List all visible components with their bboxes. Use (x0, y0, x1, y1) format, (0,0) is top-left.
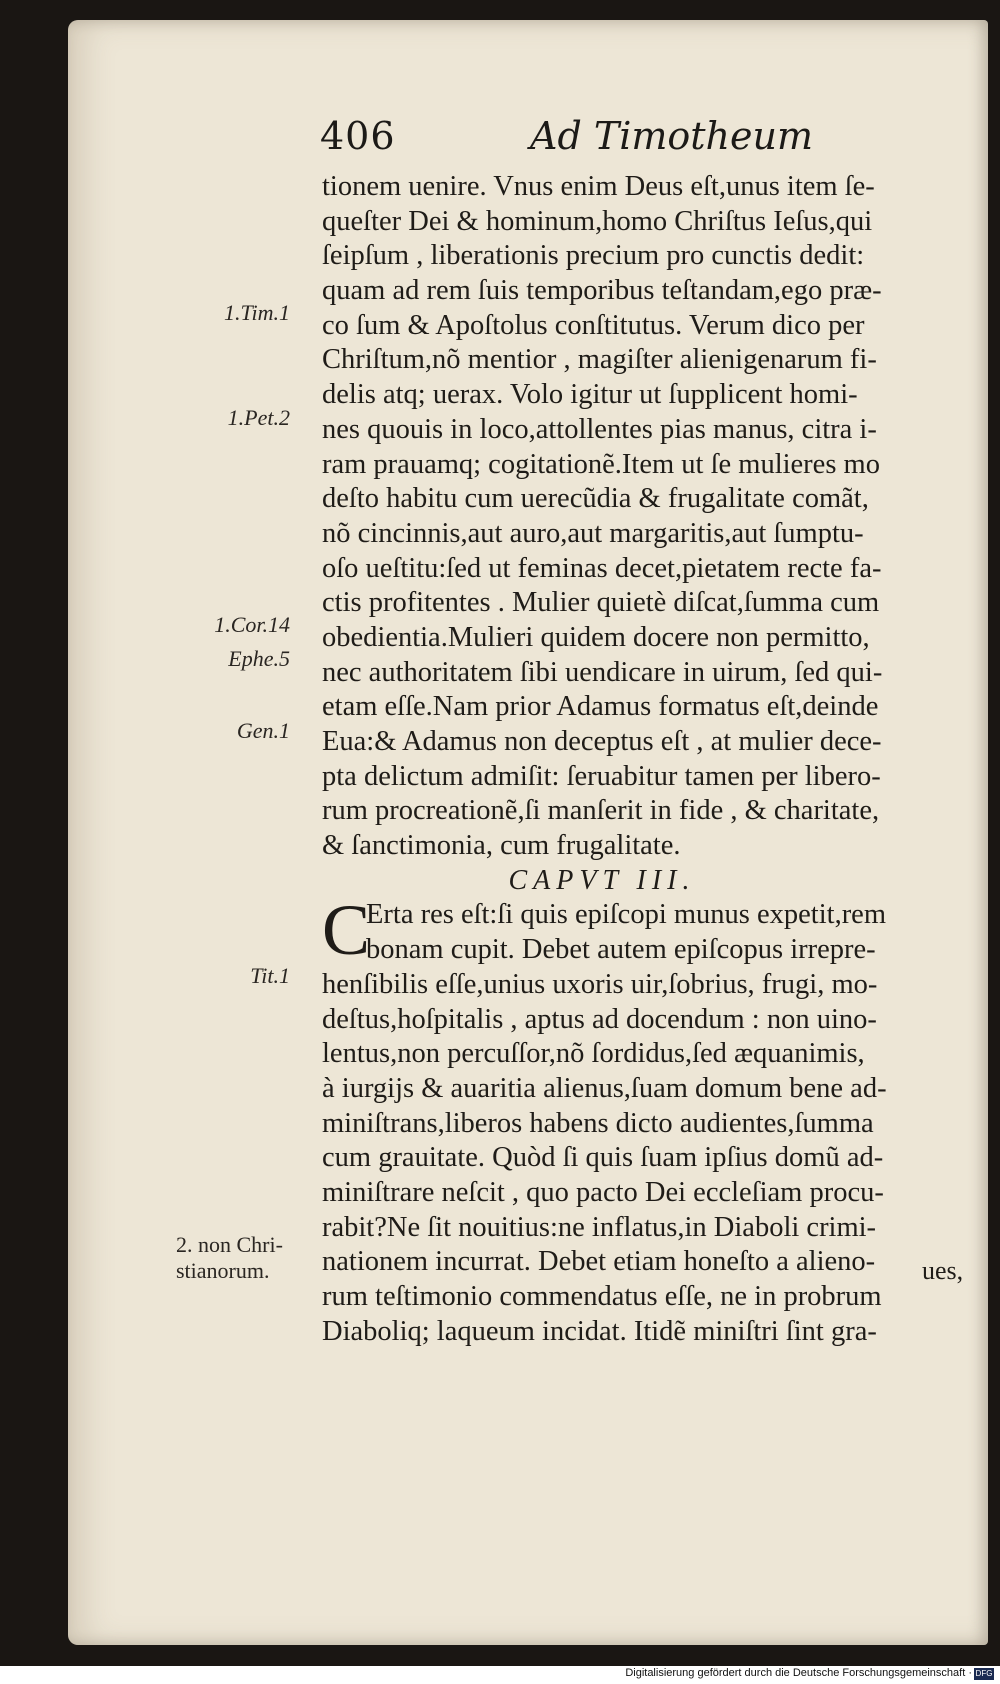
text-line: Diaboliq; laqueum incidat. Itidẽ miniſtri ſint gra- (322, 1315, 877, 1347)
margin-note-line: stianorum. (176, 1258, 270, 1283)
margin-note-non-christianorum (176, 1232, 326, 1284)
text-line: ctis profitentes . Mulier quietè diſcat,ſumma cum (322, 587, 880, 619)
margin-note-line: 2. non Chri- (176, 1232, 283, 1257)
text-line: etam eſſe.Nam prior Adamus formatus eſt,deinde (322, 691, 879, 723)
digitization-credit: Digitalisierung gefördert durch die Deutsche Forschungsgemeinschaft · (625, 1667, 972, 1679)
text-line: quam ad rem ſuis temporibus teſtandam,ego præ- (322, 275, 882, 307)
text-line: nec authoritatem ſibi uendicare in uirum, ſed qui- (322, 656, 883, 688)
chapter-heading: CAPVT III. (508, 864, 696, 896)
text-line: rum procreationẽ,ſi manſerit in fide , & charitate, (322, 795, 880, 827)
text-line: tionem uenire. Vnus enim Deus eſt,unus item ſe- (322, 171, 875, 202)
text-line: ſeipſum , liberationis precium pro cunctis dedit: (322, 240, 865, 272)
text-line: ram prauamq; cogitationẽ.Item ut ſe mulieres mo (322, 448, 880, 480)
text-line: queſter Dei & hominum,homo Chriſtus Ieſus,qui (322, 205, 873, 237)
text-line: & ſanctimonia, cum frugalitate. (322, 830, 681, 862)
text-line: rabit?Ne ſit nouitius:ne inflatus,in Diaboli crimi- (322, 1211, 877, 1243)
body-text (322, 170, 962, 1349)
text-line: co ſum & Apoſtolus conſtitutus. Verum dico per (322, 309, 865, 341)
text-line: à iurgijs & auaritia alienus,ſuam domum bene ad- (322, 1072, 887, 1104)
margin-note-1pet: 1.Pet.2 (227, 405, 290, 430)
margin-note-tit: Tit.1 (250, 963, 290, 988)
text-line: cum grauitate. Quòd ſi quis ſuam ipſius domũ ad- (322, 1142, 884, 1174)
margin-note-1tim: 1.Tim.1 (223, 300, 290, 325)
text-line: miniſtrans,liberos habens dicto audientes,ſumma (322, 1107, 874, 1139)
text-line: lentus,non percuſſor,nõ ſordidus,ſed æquanimis, (322, 1038, 865, 1070)
text-line: nationem incurrat. Debet etiam honeſto a alieno- (322, 1246, 876, 1278)
drop-cap: C (322, 890, 371, 971)
text-line: Eua:& Adamus non deceptus eſt , at mulier dece- (322, 726, 882, 757)
text-line: nõ cincinnis,aut auro,aut margaritis,aut ſumptu- (322, 517, 864, 549)
page-number: 406 (320, 114, 396, 158)
dfg-logo-icon: DFG (975, 1669, 993, 1678)
margin-note-gen: Gen.1 (236, 718, 290, 743)
margin-note-ephe: Ephe.5 (228, 646, 290, 671)
text-line: delis atq; uerax. Volo igitur ut ſupplicent homi- (322, 379, 858, 411)
running-title: Ad Timotheum (530, 114, 813, 158)
text-line: Chriſtum,nõ mentior , magiſter alienigenarum fi- (322, 344, 877, 376)
text-line: miniſtrare neſcit , quo pacto Dei eccleſiam procu- (322, 1176, 884, 1208)
text-line-content: Erta res eſt:ſi quis epiſcopi munus expetit,rem (366, 899, 886, 931)
text-line: obedientia.Mulieri quidem docere non permitto, (322, 621, 870, 653)
text-line: bonam cupit. Debet autem epiſcopus irrepre- (366, 934, 876, 966)
text-line: deſto habitu cum uerecũdia & frugalitate comãt, (322, 483, 869, 515)
text-line: henſibilis eſſe,unius uxoris uir,ſobrius, frugi, mo- (322, 968, 878, 1000)
catchword: ues, (922, 1256, 964, 1285)
page-header (320, 108, 840, 168)
text-line: oſo ueſtitu:ſed ut feminas decet,pietatem recte fa- (322, 552, 882, 584)
text-line: deſtus,hoſpitalis , aptus ad docendum : non uino- (322, 1003, 877, 1035)
text-line: nes quouis in loco,attollentes pias manus, citra i- (322, 413, 877, 445)
margin-note-1cor: 1.Cor.14 (214, 612, 290, 637)
text-line: pta delictum admiſit: ſeruabitur tamen per libero- (322, 760, 881, 792)
text-line: rum teſtimonio commendatus eſſe, ne in probrum (322, 1281, 882, 1312)
